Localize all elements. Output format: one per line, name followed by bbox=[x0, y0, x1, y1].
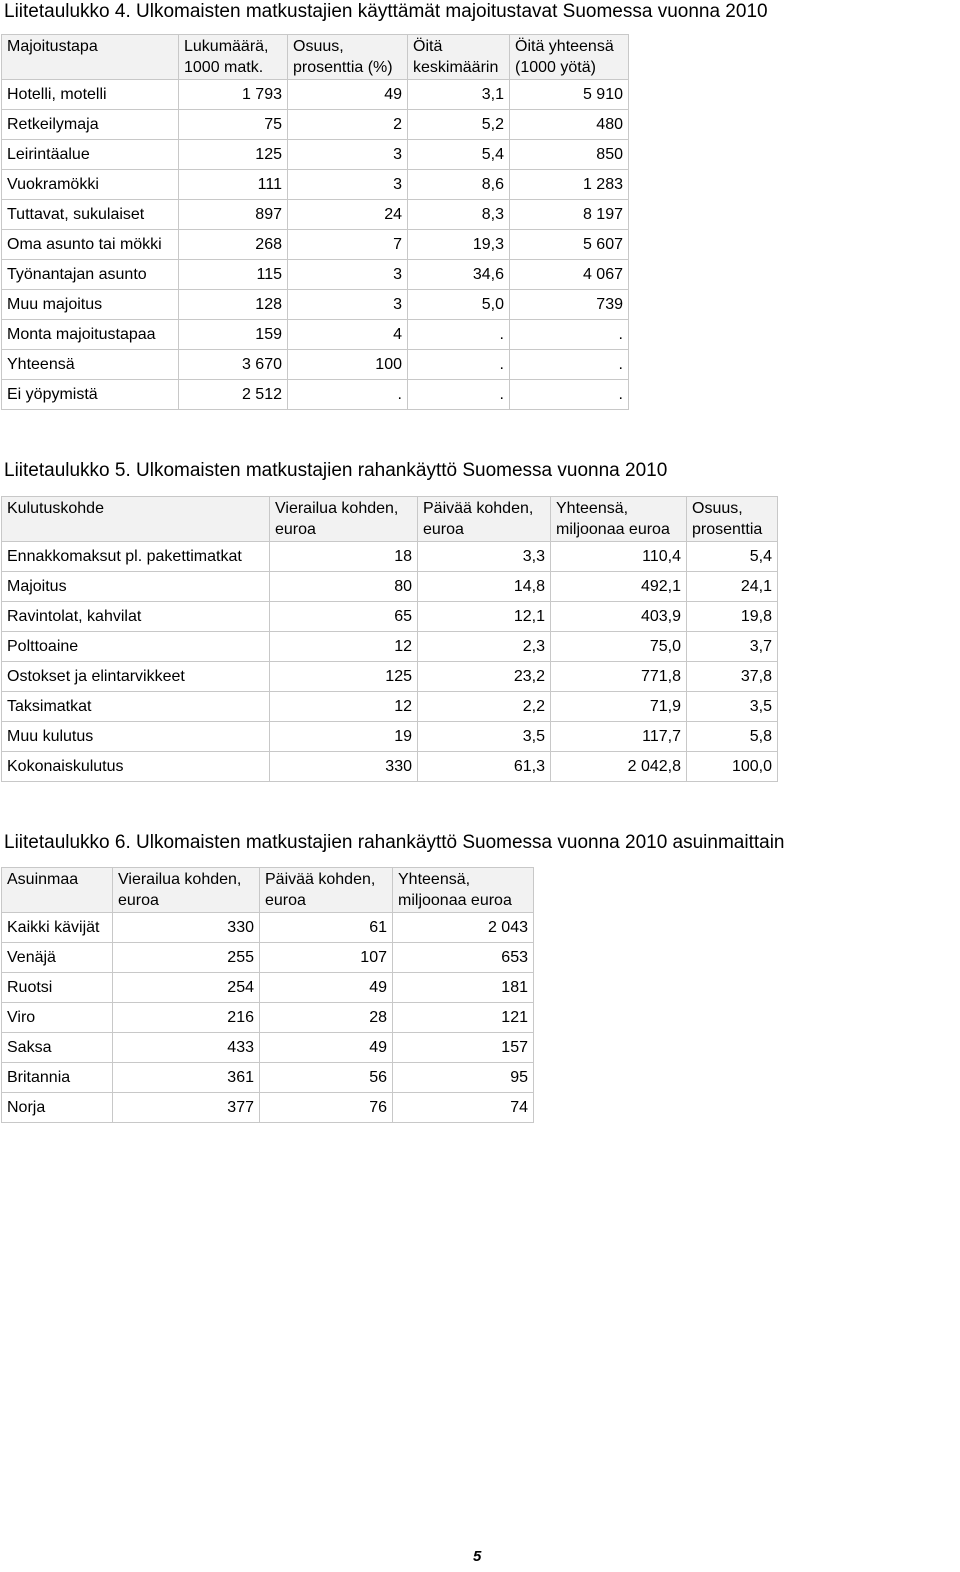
table-row bbox=[2, 722, 778, 752]
table-cell: 157 bbox=[393, 1033, 534, 1063]
table-cell: 115 bbox=[179, 260, 288, 290]
table-cell: 433 bbox=[113, 1033, 260, 1063]
table-row bbox=[2, 602, 778, 632]
table-row bbox=[2, 692, 778, 722]
row-label: Muu kulutus bbox=[2, 722, 270, 752]
table-header-row bbox=[2, 35, 629, 80]
table-cell: 61,3 bbox=[418, 752, 551, 782]
table-row bbox=[2, 230, 629, 260]
table-cell: 12,1 bbox=[418, 602, 551, 632]
column-header: Öitä keskimäärin bbox=[408, 35, 510, 80]
column-header: Osuus, prosenttia (%) bbox=[288, 35, 408, 80]
table-cell: 254 bbox=[113, 973, 260, 1003]
table-cell: 111 bbox=[179, 170, 288, 200]
table-cell: 268 bbox=[179, 230, 288, 260]
table-cell: 330 bbox=[113, 913, 260, 943]
row-label: Hotelli, motelli bbox=[2, 80, 179, 110]
table-cell: 2 042,8 bbox=[551, 752, 687, 782]
table-cell: 56 bbox=[260, 1063, 393, 1093]
table-cell: 24,1 bbox=[687, 572, 778, 602]
row-label: Vuokramökki bbox=[2, 170, 179, 200]
table-cell: 110,4 bbox=[551, 542, 687, 572]
column-header: Lukumäärä, 1000 matk. bbox=[179, 35, 288, 80]
table-cell: . bbox=[408, 380, 510, 410]
column-header: Osuus, prosenttia bbox=[687, 497, 778, 542]
table-cell: 5 910 bbox=[510, 80, 629, 110]
table-cell: . bbox=[288, 380, 408, 410]
column-header: Vierailua kohden, euroa bbox=[270, 497, 418, 542]
table-cell: . bbox=[510, 350, 629, 380]
table-cell: 897 bbox=[179, 200, 288, 230]
table-cell: 49 bbox=[260, 1033, 393, 1063]
table-cell: 76 bbox=[260, 1093, 393, 1123]
table-row bbox=[2, 1003, 534, 1033]
table-cell: 95 bbox=[393, 1063, 534, 1093]
table-cell: 159 bbox=[179, 320, 288, 350]
column-header: Öitä yhteensä (1000 yötä) bbox=[510, 35, 629, 80]
table-row bbox=[2, 320, 629, 350]
table-cell: 128 bbox=[179, 290, 288, 320]
table-cell: 2 043 bbox=[393, 913, 534, 943]
table-cell: 7 bbox=[288, 230, 408, 260]
table-cell: 377 bbox=[113, 1093, 260, 1123]
table-cell: 5,4 bbox=[687, 542, 778, 572]
row-label: Viro bbox=[2, 1003, 113, 1033]
table-cell: 8,3 bbox=[408, 200, 510, 230]
table-cell: 23,2 bbox=[418, 662, 551, 692]
table-cell: 2,2 bbox=[418, 692, 551, 722]
row-label: Tuttavat, sukulaiset bbox=[2, 200, 179, 230]
table-cell: 49 bbox=[260, 973, 393, 1003]
spending-by-country-table bbox=[1, 867, 534, 1123]
table-cell: 34,6 bbox=[408, 260, 510, 290]
row-label: Monta majoitustapaa bbox=[2, 320, 179, 350]
table-row bbox=[2, 290, 629, 320]
table-cell: 61 bbox=[260, 913, 393, 943]
table-cell: 8,6 bbox=[408, 170, 510, 200]
table-cell: 75,0 bbox=[551, 632, 687, 662]
column-header: Päivää kohden, euroa bbox=[260, 868, 393, 913]
table-cell: 492,1 bbox=[551, 572, 687, 602]
table-cell: 5,2 bbox=[408, 110, 510, 140]
table-cell: 1 793 bbox=[179, 80, 288, 110]
table-cell: 480 bbox=[510, 110, 629, 140]
row-label: Yhteensä bbox=[2, 350, 179, 380]
table-row bbox=[2, 350, 629, 380]
table-cell: 5 607 bbox=[510, 230, 629, 260]
table-cell: 255 bbox=[113, 943, 260, 973]
table-cell: 125 bbox=[270, 662, 418, 692]
table-cell: 75 bbox=[179, 110, 288, 140]
table-row bbox=[2, 1093, 534, 1123]
table-cell: . bbox=[408, 320, 510, 350]
table-cell: 125 bbox=[179, 140, 288, 170]
table-row bbox=[2, 200, 629, 230]
row-label: Leirintäalue bbox=[2, 140, 179, 170]
row-label: Kokonaiskulutus bbox=[2, 752, 270, 782]
table-cell: 2 512 bbox=[179, 380, 288, 410]
table-cell: 49 bbox=[288, 80, 408, 110]
table-row bbox=[2, 380, 629, 410]
table-row bbox=[2, 542, 778, 572]
table-cell: 216 bbox=[113, 1003, 260, 1033]
table-cell: 37,8 bbox=[687, 662, 778, 692]
table6-title: Liitetaulukko 6. Ulkomaisten matkustajien rahankäyttö Suomessa vuonna 2010 asuinmaittain bbox=[4, 832, 785, 853]
table-cell: 117,7 bbox=[551, 722, 687, 752]
table-cell: 12 bbox=[270, 692, 418, 722]
row-label: Kaikki kävijät bbox=[2, 913, 113, 943]
row-label: Majoitus bbox=[2, 572, 270, 602]
row-label: Ravintolat, kahvilat bbox=[2, 602, 270, 632]
accommodation-table bbox=[1, 34, 629, 410]
table-row bbox=[2, 752, 778, 782]
table-cell: 3,7 bbox=[687, 632, 778, 662]
table-row bbox=[2, 973, 534, 1003]
table-row bbox=[2, 662, 778, 692]
column-header: Majoitustapa bbox=[2, 35, 179, 80]
table-cell: 653 bbox=[393, 943, 534, 973]
column-header: Kulutuskohde bbox=[2, 497, 270, 542]
table-cell: . bbox=[408, 350, 510, 380]
column-header: Päivää kohden, euroa bbox=[418, 497, 551, 542]
table-cell: 4 bbox=[288, 320, 408, 350]
table4-title: Liitetaulukko 4. Ulkomaisten matkustajien käyttämät majoitustavat Suomessa vuonna 2010 bbox=[4, 1, 768, 22]
table-cell: 74 bbox=[393, 1093, 534, 1123]
row-label: Työnantajan asunto bbox=[2, 260, 179, 290]
table-header-row bbox=[2, 497, 778, 542]
table-cell: 18 bbox=[270, 542, 418, 572]
table-cell: 12 bbox=[270, 632, 418, 662]
row-label: Saksa bbox=[2, 1033, 113, 1063]
table-cell: 28 bbox=[260, 1003, 393, 1033]
table-row bbox=[2, 943, 534, 973]
table-cell: 24 bbox=[288, 200, 408, 230]
table-cell: 3 bbox=[288, 140, 408, 170]
spending-table bbox=[1, 496, 778, 782]
table-header-row bbox=[2, 868, 534, 913]
table-row bbox=[2, 170, 629, 200]
table-cell: 5,4 bbox=[408, 140, 510, 170]
row-label: Retkeilymaja bbox=[2, 110, 179, 140]
table-cell: 2 bbox=[288, 110, 408, 140]
column-header: Yhteensä, miljoonaa euroa bbox=[393, 868, 534, 913]
table-cell: 19 bbox=[270, 722, 418, 752]
table-cell: 361 bbox=[113, 1063, 260, 1093]
table-cell: 71,9 bbox=[551, 692, 687, 722]
table-cell: 3 bbox=[288, 260, 408, 290]
table-cell: 4 067 bbox=[510, 260, 629, 290]
table-cell: 739 bbox=[510, 290, 629, 320]
row-label: Taksimatkat bbox=[2, 692, 270, 722]
column-header: Yhteensä, miljoonaa euroa bbox=[551, 497, 687, 542]
table-row bbox=[2, 110, 629, 140]
table-cell: 107 bbox=[260, 943, 393, 973]
table-row bbox=[2, 632, 778, 662]
table-row bbox=[2, 80, 629, 110]
table-cell: 330 bbox=[270, 752, 418, 782]
table-cell: . bbox=[510, 320, 629, 350]
page-number: 5 bbox=[473, 1548, 482, 1565]
table-cell: . bbox=[510, 380, 629, 410]
table-cell: 3,5 bbox=[418, 722, 551, 752]
row-label: Venäjä bbox=[2, 943, 113, 973]
table-cell: 121 bbox=[393, 1003, 534, 1033]
table-row bbox=[2, 1033, 534, 1063]
table-row bbox=[2, 1063, 534, 1093]
column-header: Asuinmaa bbox=[2, 868, 113, 913]
table-cell: 80 bbox=[270, 572, 418, 602]
table-row bbox=[2, 140, 629, 170]
column-header: Vierailua kohden, euroa bbox=[113, 868, 260, 913]
table-row bbox=[2, 572, 778, 602]
table-cell: 3 bbox=[288, 290, 408, 320]
table-row bbox=[2, 913, 534, 943]
row-label: Ruotsi bbox=[2, 973, 113, 1003]
table-cell: 5,8 bbox=[687, 722, 778, 752]
row-label: Muu majoitus bbox=[2, 290, 179, 320]
row-label: Polttoaine bbox=[2, 632, 270, 662]
table-cell: 850 bbox=[510, 140, 629, 170]
table-cell: 100,0 bbox=[687, 752, 778, 782]
table-cell: 100 bbox=[288, 350, 408, 380]
table-cell: 3,5 bbox=[687, 692, 778, 722]
table5-title: Liitetaulukko 5. Ulkomaisten matkustajien rahankäyttö Suomessa vuonna 2010 bbox=[4, 460, 668, 481]
table-cell: 403,9 bbox=[551, 602, 687, 632]
table-cell: 5,0 bbox=[408, 290, 510, 320]
table-cell: 771,8 bbox=[551, 662, 687, 692]
table-cell: 65 bbox=[270, 602, 418, 632]
row-label: Ennakkomaksut pl. pakettimatkat bbox=[2, 542, 270, 572]
row-label: Oma asunto tai mökki bbox=[2, 230, 179, 260]
table-cell: 14,8 bbox=[418, 572, 551, 602]
row-label: Ostokset ja elintarvikkeet bbox=[2, 662, 270, 692]
table-cell: 1 283 bbox=[510, 170, 629, 200]
table-cell: 3 bbox=[288, 170, 408, 200]
table-cell: 3,1 bbox=[408, 80, 510, 110]
row-label: Britannia bbox=[2, 1063, 113, 1093]
table-cell: 2,3 bbox=[418, 632, 551, 662]
table-row bbox=[2, 260, 629, 290]
table-cell: 19,3 bbox=[408, 230, 510, 260]
table-cell: 3 670 bbox=[179, 350, 288, 380]
table-cell: 3,3 bbox=[418, 542, 551, 572]
row-label: Norja bbox=[2, 1093, 113, 1123]
table-cell: 181 bbox=[393, 973, 534, 1003]
table-cell: 8 197 bbox=[510, 200, 629, 230]
table-cell: 19,8 bbox=[687, 602, 778, 632]
row-label: Ei yöpymistä bbox=[2, 380, 179, 410]
